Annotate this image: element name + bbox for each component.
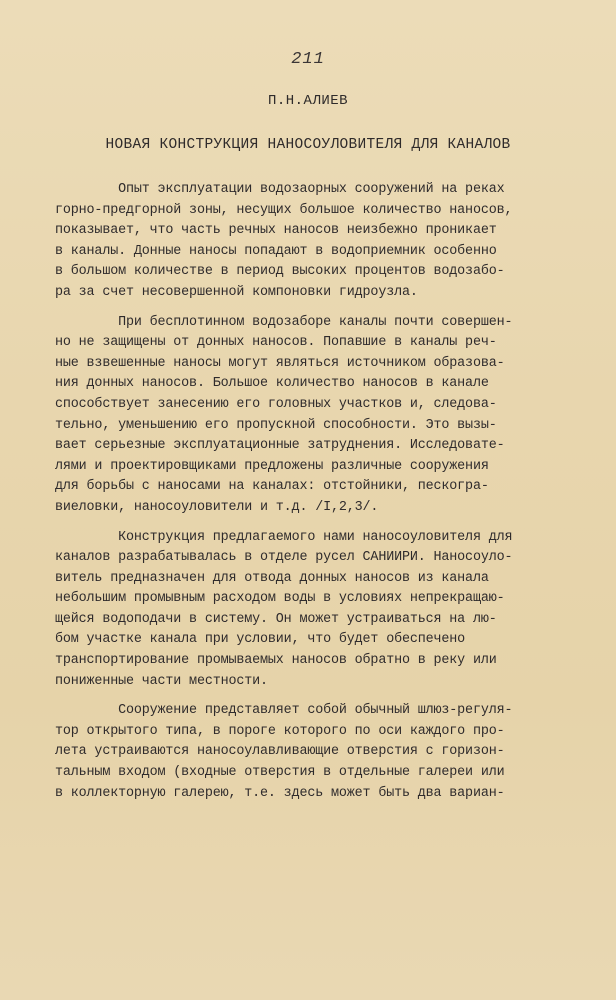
article-title: НОВАЯ КОНСТРУКЦИЯ НАНОСОУЛОВИТЕЛЯ ДЛЯ КАНАЛОВ — [105, 137, 511, 153]
text-line: каналов разрабатывалась в отделе русел САНИИРИ. Наносоуло- — [55, 550, 513, 566]
text-line: в большом количестве в период высоких процентов водозабо- — [55, 264, 505, 280]
text-line: ния донных наносов. Большое количество наносов в канале — [55, 376, 489, 392]
text-line: виеловки, наносоуловители и т.д. /I,2,3/. — [55, 499, 379, 515]
text-line: но не защищены от донных наносов. Попавшие в каналы реч- — [55, 335, 497, 351]
text-line: для борьбы с наносами на каналах: отстойники, пескогра- — [55, 479, 489, 495]
text-line: пониженные части местности. — [55, 673, 268, 689]
text-line: вает серьезные эксплуатационные затруднения. Исследовате- — [55, 438, 505, 454]
text-line: ные взвешенные наносы могут являться источником образова- — [55, 355, 505, 371]
text-line: витель предназначен для отвода донных наносов из канала — [55, 570, 489, 586]
article-body — [55, 180, 575, 804]
text-line: При бесплотинном водозаборе каналы почти совершен- — [55, 314, 513, 330]
text-line: Опыт эксплуатации водозаорных сооружений на реках — [55, 182, 505, 197]
text-line: горно-предгорной зоны, несущих большое количество наносов, — [55, 202, 513, 218]
text-line: ра за счет несовершенной компоновки гидроузла. — [55, 284, 418, 300]
paragraph-4 — [55, 701, 575, 804]
text-line: тальным входом (входные отверстия в отдельные галереи или — [55, 765, 505, 781]
text-line: в каналы. Донные наносы попадают в водоприемник особенно — [55, 243, 497, 259]
paragraph-3 — [55, 528, 575, 693]
paragraph-1 — [55, 180, 575, 304]
page-number: 211 — [291, 50, 325, 69]
text-line: транспортирование промываемых наносов обратно в реку или — [55, 653, 497, 669]
text-line: способствует занесению его головных участков и, следова- — [55, 396, 497, 412]
text-line: Конструкция предлагаемого нами наносоуловителя для — [55, 529, 513, 545]
text-line: щейся водоподачи в систему. Он может устраиваться на лю- — [55, 611, 497, 627]
text-line: Сооружение представляет собой обычный шлюз-регуля- — [55, 703, 513, 719]
text-line: небольшим промывным расходом воды в условиях непрекращаю- — [55, 591, 505, 607]
text-line: тельно, уменьшению его пропускной способности. Это вызы- — [55, 417, 497, 433]
text-line: в коллекторную галерею, т.е. здесь может быть два вариан- — [55, 785, 505, 801]
text-line: бом участке канала при условии, что будет обеспечено — [55, 632, 466, 648]
author-name: П.Н.АЛИЕВ — [267, 93, 349, 109]
text-line: лета устраиваются наносоулавливающие отверстия с горизон- — [55, 744, 505, 760]
text-line: тор открытого типа, в пороге которого по оси каждого про- — [55, 723, 505, 739]
text-line: лями и проектировщиками предложены различные сооружения — [55, 458, 489, 474]
text-line: показывает, что часть речных наносов неизбежно проникает — [55, 223, 497, 239]
paragraph-2 — [55, 313, 575, 519]
